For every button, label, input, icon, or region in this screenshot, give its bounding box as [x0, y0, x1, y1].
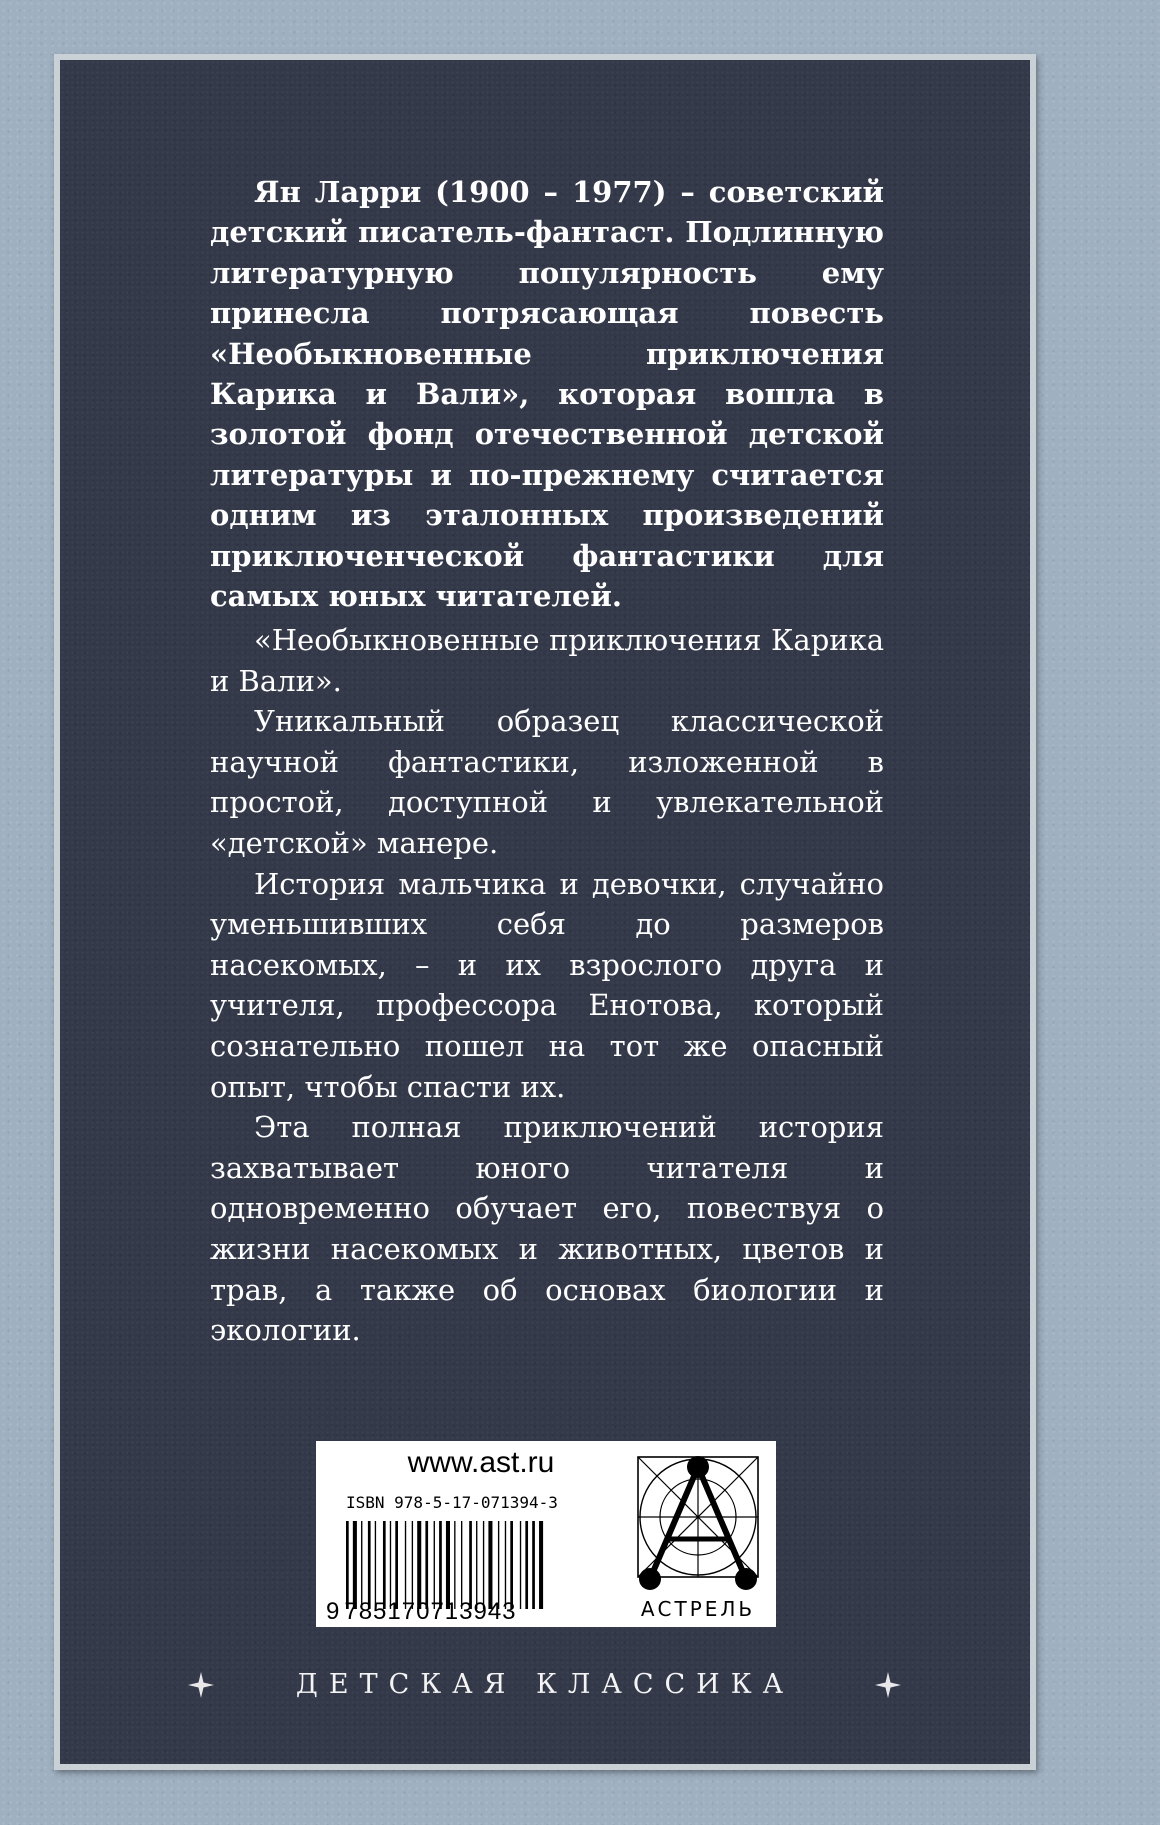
- barcode-icon: [344, 1521, 578, 1609]
- star-ornament-icon: [873, 1670, 903, 1700]
- author-bio-paragraph: Ян Ларри (1900 – 1977) – советский детский писатель-фантаст. Подлинную литературную популярность ему принесла потрясающая повесть «Необыкновенные приключения Карика и Вали», которая вошла в золотой фонд отечественной детской литературы и по-прежнему считается одним из эталонных произведений приключенческой фантастики для самых юных читателей.: [210, 175, 884, 614]
- publisher-name: АСТРЕЛЬ: [640, 1597, 756, 1621]
- barcode-panel: [316, 1441, 776, 1627]
- author-bio-block: [210, 172, 884, 616]
- ean-digits: [326, 1599, 517, 1625]
- description-paragraph: История мальчика и девочки, случайно уменьшивших себя до размеров насекомых, – и их взрослого друга и учителя, профессора Енотова, который сознательно пошел на тот же опасный опыт, чтобы спасти их.: [210, 866, 884, 1104]
- description-paragraph: Эта полная приключений история захватывает юного читателя и одновременно обучает его, повествуя о жизни насекомых и животных, цветов и трав, а также об основах биологии и экологии.: [210, 1110, 884, 1348]
- series-title: ДЕТСКАЯ КЛАССИКА: [295, 1669, 795, 1700]
- series-footer: [60, 1668, 1030, 1714]
- description-paragraph: Уникальный образец классической научной фантастики, изложенной в простой, доступной и увлекательной «детской» манере.: [210, 704, 884, 860]
- isbn-label: ISBN 978-5-17-071394-3: [346, 1493, 558, 1512]
- ean-number: 785170713943: [344, 1598, 517, 1625]
- astrel-logo-icon: [634, 1447, 762, 1597]
- description-paragraph: «Необыкновенные приключения Карика и Вали».: [210, 623, 884, 698]
- publisher-website: www.ast.ru: [407, 1446, 555, 1479]
- book-description-block: [210, 620, 884, 1351]
- ean-first-digit: 9: [326, 1598, 341, 1625]
